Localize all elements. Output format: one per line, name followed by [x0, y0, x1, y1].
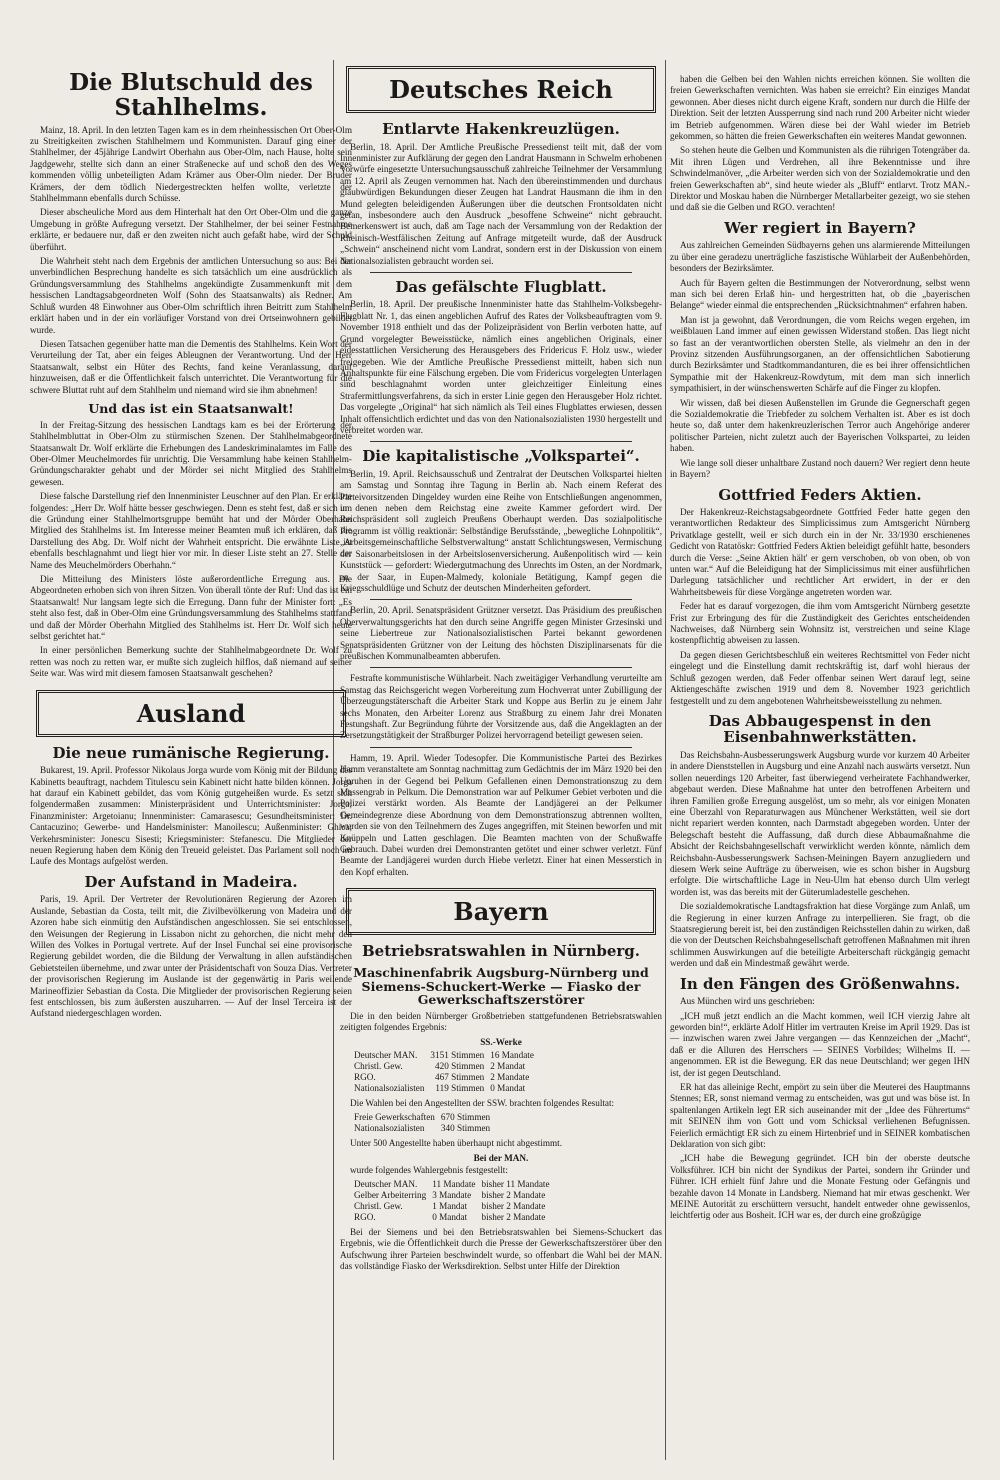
results-table-ssw [354, 1050, 540, 1094]
cell: 420 Stimmen [435, 1060, 485, 1071]
subhead-staatsanwalt: Und das ist ein Staatsanwalt! [88, 400, 294, 416]
cell: 340 Stimmen [440, 1123, 491, 1134]
paragraph: Die Wahlen bei den Angestellten der SSW. brachten folgendes Resultat: [350, 1097, 615, 1108]
cell: Freie Gewerkschaften [354, 1112, 435, 1123]
cell: 2 Mandat [490, 1060, 526, 1071]
paragraph: Wie lange soll dieser unhaltbare Zustand noch dauern? Wer regiert denn heute in Bayern? [670, 457, 970, 480]
table-row [354, 1201, 556, 1212]
divider [370, 747, 632, 748]
cell: RGO. [354, 1212, 376, 1223]
headline-madeira: Der Aufstand in Madeira. [84, 872, 298, 891]
headline-stahlhelm: Die Blutschuld des Stahlhelms. [69, 69, 313, 122]
table-caption: Bei der MAN. [473, 1152, 529, 1163]
table-row [354, 1190, 556, 1201]
paragraph: Festrafte kommunistische Wühlarbeit. Nach zweitägiger Verhandlung verurteilte am Samstag das Reichsgericht wegen Vorbereitung zum Hochverrat unter Zubilligung der Überzeugungstäterschaft die Arbeiter Stark und Koppe aus Berlin zu je einem Jahr sechs Monaten, den Arbeiter Lorenz aus Straßburg zu einem Jahr drei Monaten Festungshaft. Zur Begründung führte der Vorsitzende aus, daß die Angeklagten an der Zersetzungstätigkeit der Straßburger Polizei hervorragend beteiligt gewesen seien. [340, 673, 662, 741]
column-1 [30, 18, 352, 1472]
cell: 1 Mandat [432, 1201, 468, 1212]
paragraph: Aus zahlreichen Gemeinden Südbayerns gehen uns alarmierende Mitteilungen zu über eine geradezu unerträgliche faszistische Wühlarbeit der Außenbehörden, besonders der Bezirksämter. [670, 240, 970, 274]
paragraph: Die Wahrheit steht nach dem Ergebnis der amtlichen Untersuchung so aus: Bei der unverbindlichen Besprechung handelte es sich tatsächlich um eine ausdrücklich als Gründungsversammlung des Stahlhelms angekündigte Zusammenkunft mit dem hessischen Landtagsabgeordneten Wolf (Sohn des Staatsanwalts) als Redner. Am Schluß wurden 48 Einwohner aus Ober-Olm schriftlich ihren Beitritt zum Stahlhelm erklärt haben und in der ein vorläufiger Vorstand von drei Ortseinwohnern gebildet wurde. [30, 256, 352, 335]
table-row [354, 1061, 540, 1072]
headline-hakenkreuzluegen: Entlarvte Hakenkreuzlügen. [382, 120, 620, 138]
cell: Deutscher MAN. [354, 1179, 418, 1190]
subhead-man-siemens: Maschinenfabrik Augsburg-Nürnberg und Siemens-Schuckert-Werke — Fiasko der Gewerkschaftszerstörer [353, 964, 649, 1008]
paragraph: Berlin, 18. April. Der Amtliche Preußische Pressedienst teilt mit, daß der vom Innenminister zur Aufklärung der gegen den Landrat Hausmann in Schwelm erhobenen Vorwürfe eingesetzte Untersuchungsausschuß zahlreiche Teilnehmer der Versammlung am 12. April als Zeugen vernommen hat. Nach den übereinstimmenden und durchaus glaubwürdigen Bekundungen dieser Zeugen hat Landrat Hausmann die ihm in den Mund gelegten beleidigenden Äußerungen über die deutschen Frontsoldaten nicht getan, insbesondere auch den Ausdruck „besoffene Schweine“ nicht gebraucht. Bemerkenswert ist auch, daß am Tage nach der Versammlung von der Redaktion der Rheinisch-Westfälischen Zeitung auf Anfrage mitgeteilt wurde, daß der Ausdruck „Schwein“ anscheinend nicht vom Landrat, sondern erst in der Diskussion von einem Nationalsozialisten gebraucht worden sei. [340, 141, 662, 266]
paragraph: Die in den beiden Nürnberger Großbetrieben stattgefundenen Betriebsratswahlen zeitigten folgendes Ergebnis: [340, 1011, 662, 1033]
cell: 11 Mandate [432, 1179, 476, 1190]
paragraph: Berlin, 20. April. Senatspräsident Grützner versetzt. Das Präsidium des preußischen Oberverwaltungsgerichts hat den durch seine Angriffe gegen Minister Grzesinski und seine Liebertreue zur Nationalsozialistischen Partei bekannt gewordenen Senatspräsidenten Grützner von der Leitung des höchsten Disziplinarsenats für die preußischen Kommunalbeamten abberufen. [340, 605, 662, 661]
cell: bisher 2 Mandate [481, 1201, 546, 1212]
paragraph: Unter 500 Angestellte haben überhaupt nicht abgestimmt. [350, 1138, 563, 1149]
paragraph: Dieser abscheuliche Mord aus dem Hinterhalt hat den Ort Ober-Olm und die ganze Umgebung in größte Aufregung versetzt. Der Stahlhelmer, der bei seiner Festnahme erklärte, er bedauere nur, daß er den zweiten nicht auch gefaßt habe, wird der Schuld überführt. [30, 207, 352, 252]
paragraph: Hamm, 19. April. Wieder Todesopfer. Die Kommunistische Partei des Bezirkes Hamm veranstaltete am Sonntag nachmittag zum Gedächtnis der im März 1920 bei den Unruhen in der Gegend bei Pelkum Gefallenen einen Demonstrationszug zu dem Massengrab in Pelkum. Die Demonstration war auf Pelkumer Gebiet verboten und die Polizei verstärkt worden. Als Beamte der Landjägerei an der Pelkumer Gemeindegrenze diese Abordnung von dem Demonstrationszug abtrennen wollten, wurden sie von den Teilnehmern des Zuges angegriffen, mit Steinen beworfen und mit Knüppeln und Latten geschlagen. Die Beamten machten von der Schußwaffe Gebrauch. Dabei wurden drei Demonstranten getötet und einer schwer verletzt. Fünf Beamte der Landjägerei wurden durch Hiebe verletzt. Einer hat einen Messerstich in den Kopf erhalten. [340, 752, 662, 877]
table-row [354, 1123, 496, 1134]
table-caption: SS.-Werke [480, 1036, 522, 1047]
column-3 [670, 18, 970, 1472]
cell: 0 Mandat [490, 1082, 526, 1093]
section-heading-ausland: Ausland [36, 690, 346, 737]
paragraph: Berlin, 18. April. Der preußische Innenminister hatte das Stahlhelm-Volksbegehr-Flugblatt Nr. 1, das einen angeblichen Aufruf des Rates der Volksbeauftragten vom 9. November 1918 enthielt und das der Polizeipräsident von Berlin verboten hatte, auf Grund vorgelegter Beweisstücke, nämlich eines angeblichen Originals, einer eidesstattlichen Versicherung des Herausgebers des Fridericus F. Holz usw., wieder freigegeben. Wie der Amtliche Preußische Pressedienst mitteilt, haben sich nun Anhaltspunkte für eine Fälschung ergeben. Die vom Fridericus vorgelegten Unterlagen sind beschlagnahmt worden unter gleichzeitiger Einleitung eines Strafermittlungsverfahrens, da sich in erster Linie gegen den Herausgeber Holz richtet. Das vorgelegte „Original“ hat sich nämlich als Teil eines Flugblattes erwiesen, dessen Inhalt offensichtlich erdichtet und das von den Nationalsozialisten 1930 hergestellt und verbreitet worden war. [340, 299, 662, 435]
column-rule [665, 60, 666, 1460]
results-table-man [354, 1179, 556, 1223]
cell: 16 Mandate [490, 1049, 534, 1060]
headline-abbaugespenst: Das Abbaugespenst in den Eisenbahnwerkstätten. [708, 711, 932, 747]
section-heading-bayern: Bayern [346, 888, 656, 935]
headline-betriebsratswahlen: Betriebsratswahlen in Nürnberg. [361, 942, 641, 961]
paragraph: Feder hat es darauf vorgezogen, die ihm vom Amtsgericht Nürnberg gesetzte Frist zur Erbringung des für die Zuständigkeit des Gerichtes entscheidenden Nachweises, daß Nürnberg sein Wohnsitz ist, verstreichen und seine Klage kostenpflichtig abweisen zu lassen. [670, 601, 970, 646]
headline-feder-aktien: Gottfried Feders Aktien. [718, 485, 922, 504]
paragraph: In einer persönlichen Bemerkung suchte der Stahlhelmabgeordnete Dr. Wolf zu retten was noch zu retten war, er mußte sich zugleich hilflos, daß niemand auf seiner Seite war. Was wird mit diesem famosen Staatsanwalt geschehen? [30, 645, 352, 679]
cell: 3151 Stimmen [430, 1049, 485, 1060]
paragraph: Bei der Siemens und bei den Betriebsratswahlen bei Siemens-Schuckert das Ergebnis, wie die Öffentlichkeit durch die Presse der Gewerkschaftszerstörer über den Aufschwung ihrer Parteien beschwindelt wurde, so offenbart die Wahl bei der MAN. das vollständige Fiasko der Werksdirektion. Selbst unter Hilfe der Direktion [340, 1227, 662, 1272]
paragraph: In der Freitag-Sitzung des hessischen Landtags kam es bei der Erörterung der Stahlhelmbluttat in Ober-Olm zu stürmischen Szenen. Der Stahlhelmabgeordnete Staatsanwalt Dr. Wolf erklärte die Erhebungen des Landeskriminalamtes im Falle des Ober-Olmer Meuchelmordes für unrichtig. Die Versammlung habe keinen Stahlhelm-Gründungscharakter gehabt und der Mörder sei nicht Mitglied des Stahlhelms gewesen. [30, 419, 352, 487]
article-body [30, 125, 352, 396]
cell: 467 Stimmen [435, 1071, 485, 1082]
paragraph: ER hat das alleinige Recht, empört zu sein über die Meuterei des Hauptmanns Stennes; ER, sonst niemand vermag zu entscheiden, was gut und was böse ist. In spaltenlangen Artikeln legt ER sich auseinander mit der „Idee des Führertums“ mit SEINEN ihm von Gott und vom Schicksal verliehenen Befugnissen. Feierlich ermächtigt ER sich zu einem Hirtenbrief und in SEINER kombatischen Deklaration von sich gibt: [670, 1081, 970, 1149]
paragraph: So stehen heute die Gelben und Kommunisten als die rührigen Totengräber da. Mit ihren Lügen und Verdrehen, all ihre Bekenntnisse und ihre Schwindelmanöver, „die Arbeiter werden sich von der Sozialdemokratie und den freien Gewerkschaften ab“, sind heute wieder als „Bluff“ entlarvt. Trotz MAN.-Direktor und Moskau haben die Nürnberger Metallarbeiter gezeigt, wo sie stehen und daß sie die Gelben und RGO. verachten! [670, 145, 970, 213]
header-spacer [670, 18, 970, 74]
paragraph: „ICH habe die Bewegung gegründet. ICH bin der oberste deutsche Volksführer. ICH bin nicht der Syndikus der Partei, sondern ihr Gründer und Führer. ICH erhielt fünf Jahre und die Monate Festung oder Gefängnis und bezahle davon 14 Monate in Landsberg. Niemand hat mir etwas geschenkt. Wer MEINE Autorität zu erschüttern versucht, handelt entweder ohne gewissenlos, leichtfertig oder aus Bosheit. ICH war es, der durch eine großzügige [670, 1153, 970, 1221]
cell: 119 Stimmen [435, 1082, 485, 1093]
paragraph: Diesen Tatsachen gegenüber hatte man die Dementis des Stahlhelms. Kein Wort der Verurteilung der Tat, aber ein feiges Ableugnen der Verantwortung. Und der Herr Staatsanwalt, selbst ein Hüter des Rechts, fand keine Veranlassung, darauf hinzuweisen, daß er die Öffentlichkeit falsch unterrichtet. Die Verantwortung für die schwere Bluttat ruht auf dem Stahlhelm und niemand wird sie ihm abnehmen! [30, 338, 352, 395]
results-table-angestellte [354, 1112, 496, 1134]
column-2 [340, 18, 662, 1472]
cell: 2 Mandate [490, 1071, 530, 1082]
headline-flugblatt: Das gefälschte Flugblatt. [395, 277, 607, 296]
paragraph: Bukarest, 19. April. Professor Nikolaus Jorga wurde vom König mit der Bildung des Kabinetts beauftragt, nachdem Titulescu sein Kabinett nicht hatte bilden können. Jorga hat darauf ein Kabinett gebildet, das vom König gutgeheißen wurde. Es setzt sich folgendermaßen zusammen: Ministerpräsident und Unterrichtsminister: Jorga; Finanzminister: Argetoianu; Innenminister: Camarasescu; Gesundheitsminister: Dr. Cantacuzino; Gewerbe- und Handelsminister: Manoilescu; Außenminister: Ghica; Verkehrsminister: Jonescu Sisesti; Kriegsminister: Stefanescu. Die Mitglieder der neuen Regierung haben dem König den Treueid geleistet. Das Parlament soll noch im Laufe des Montags aufgelöst werden. [30, 765, 352, 867]
cell: Gelber Arbeiterring [354, 1190, 427, 1201]
divider [370, 599, 632, 600]
paragraph: „ICH muß jetzt endlich an die Macht kommen, weil ICH vierzig Jahre alt geworden bin!“, erklärte Adolf Hitler im vertrauten Kreise im April 1929. Das ist — inzwischen waren zwei Jahre vergangen — das Kennzeichen der „Macht“, daß er die Alluren des Herrschers — SEINES Vorbildes; Wilhelms II. — angenommen. ER ist die Bewegung. ER das neue Deutschland; wer gegen IHN ist, der ist gegen Deutschland. [670, 1010, 970, 1078]
cell: 670 Stimmen [440, 1112, 491, 1123]
table-row [354, 1050, 540, 1061]
paragraph: Paris, 19. April. Der Vertreter der Revolutionären Regierung der Azoren im Auslande, Sebastian da Costa, teilt mit, die Zivilbevölkerung von Madeira und der Azoren habe sich einmütig den Aufständischen angeschlossen. Sie sei entschlossen, den Weisungen der Regierung in Lissabon nicht zu gehorchen, die nicht mehr den Willen des Volkes in Portugal vertrete. Auf der Insel Funchal sei eine provisorische Regierung gebildet worden, die die Bildung der Verwaltung in allen aufständischen Gebietsteilen übernehme, und zwar unter der Präsidentschaft von Souza Dias. Vertreter der provisorischen Regierung im Auslande ist der gegenwärtig in Paris weilende Marineoffizier Sebastian da Costa. Die Mitglieder der provisorischen Regierung seien fest entschlossen, bis zum äußersten auszuharren. — Auf der Insel Terceira ist der Aufstand niedergeschlagen worden. [30, 894, 352, 1019]
paragraph: haben die Gelben bei den Wahlen nichts erreichen können. Sie wollten die freien Gewerkschaften vernichten. Was haben sie erreicht? Ein einziges Mandat gewonnen. Aber dieses nicht durch eigene Kraft, sondern nur durch die Hilfe der Direktion. Seit der letzten Aussperrung sind nach rund 200 Arbeiter nicht wieder im Betrieb aufgenommen. Wären diese bei der Wahl wieder im Betrieb gekommen, so hätten die freien Gewerkschaften ein weiteres Mandat gewonnen. [670, 74, 970, 142]
table-row [354, 1112, 496, 1123]
cell: 0 Mandat [432, 1212, 468, 1223]
headline-wer-regiert: Wer regiert in Bayern? [724, 218, 916, 237]
cell: 3 Mandate [432, 1190, 472, 1201]
cell: RGO. [354, 1071, 376, 1082]
paragraph: Auch für Bayern gelten die Bestimmungen der Notverordnung, selbst wenn man sich bei deren Erlaß hin- und hergestritten hat, ob die „bayerischen Belange“ wieder einmal die entsprechenden „Rücksichtnahmen“ erfahren haben. [670, 277, 970, 311]
divider [370, 667, 632, 668]
cell: Deutscher MAN. [354, 1049, 418, 1060]
divider [370, 272, 632, 273]
cell: bisher 2 Mandate [481, 1190, 546, 1201]
table-row [354, 1179, 556, 1190]
paragraph: Aus München wird uns geschrieben: [680, 996, 815, 1007]
cell: bisher 2 Mandate [481, 1212, 546, 1223]
headline-groessenwahn: In den Fängen des Größenwahns. [679, 974, 961, 993]
cell: Christl. Gew. [354, 1201, 403, 1212]
paragraph: Man ist ja gewohnt, daß Verordnungen, die vom Reichs wegen ergehen, im weißblauen Land immer auf einen gewissen Widerstand stoßen. Das liegt nicht so fast an der verantwortlichen obersten Stelle, als vielmehr an den in der Provinz sitzenden Ausführungsorganen, an der offensichtlichen Sabotierung durch Bezirksämter und Stadtkommandanturen, die es bei ihrer offensichtlichen Sympathie mit der Hakenkreuz-Rowdytum, mit dem man sich innerlich sympathisiert, in der wünschenswerten Schärfe auf die Finger zu klopfen. [670, 314, 970, 394]
section-heading-deutsches-reich: Deutsches Reich [346, 66, 656, 113]
paragraph: Mainz, 18. April. In den letzten Tagen kam es in dem rheinhessischen Ort Ober-Olm zu Streitigkeiten zwischen Stahlhelmern und Kommunisten. Darauf ging einer der Stahlhelmer, der 45jährige Landwirt Oberhahn aus Ober-Olm, nach Hause, holte sein Jagdgewehr, stellte sich dann an einer Straßenecke auf und schoß den des Weges kommenden völlig unbeteiligten Adam Krämer aus Ober-Olm nieder. Der Bruder Krämers, der dem tödlich Niedergestreckten helfen wollte, verletzte der Stahlhelmmann ebenfalls durch Schüsse. [30, 124, 352, 204]
headline-volkspartei: Die kapitalistische „Volkspartei“. [362, 447, 640, 466]
paragraph: Berlin, 19. April. Reichsausschuß und Zentralrat der Deutschen Volkspartei hielten am Samstag und Sonntag ihre Tagung in Berlin ab. Nach einem Referat des Parteivorsitzenden Dingeldey wurden eine Reihe von Entschließungen angenommen, in denen neben dem Reichstag eine zweite Kammer gefordert wird. Der Reichspräsident soll zugleich Preußens Oberhaupt werden. Das sozialpolitische Programm ist völlig reaktionär: Selbständige Berufsstände, „bewegliche Lohnpolitik“, „Arbeitsgemeinschaftliche Selbstverwaltung“ anstatt Schlichtungswesen, Vermischung der Saisonarbeitslosen in der Arbeitslosenversicherung. Außenpolitisch wird — kein Kunststück — gefordert: Wiedergutmachung des Unrechts im Osten, an der Nordmark, an der Saar, in Eupen-Malmedy, koloniale Betätigung, Kampf gegen die Kriegsschuldlüge und Schutz der deutschen Minderheiten gefordert. [340, 468, 662, 593]
paragraph: Wir wissen, daß bei diesen Außenstellen im Grunde die Gegnerschaft gegen die Sozialdemokratie die Triebfeder zu solchem Verhalten ist. Aber es ist doch heute so, daß unter dem hakenkreuzlerischen Terror auch Angehörige anderer politischer Parteien, nicht zuletzt auch der Bayerischen Volkspartei, zu leiden haben. [670, 397, 970, 454]
paragraph: Das Reichsbahn-Ausbesserungswerk Augsburg wurde vor kurzem 40 Arbeiter in andere Dienststellen in Augsburg und eine Anzahl nach auswärts versetzt. Nun sollen neuerdings 120 Arbeiter, fast überwiegend verheiratete Fachhandwerker, abgebaut werden. Diese Maßnahme hat unter den betroffenen Arbeitern und ihren Familien große Erregung ausgelöst, um so mehr, als vor einigen Monaten eine Überzahl von Reparaturwagen aus Münchener Werkstätten, weil sie dort nicht repariert werden konnten, nach Darmstadt abgegeben worden. Unter der Belegschaft besteht die Auffassung, daß durch diese Abbaumaßnahme die Absicht der Reichsbahngesellschaft verwirklicht werden könnte, nämlich dem Reichsbahn-Ausbesserungswerk Sachsen-Meiningen Bayern anzugliedern und diesem Werk seine Aufträge zu überweisen, wie es schon bisher in Augsburg erfolgte. Die wirtschaftliche Lage in Neu-Ulm hat ebenso durch Ulm verlegt worden ist, was das bereits mit der Güterumladestelle geschehen. [670, 749, 970, 897]
cell: Christl. Gew. [354, 1060, 403, 1071]
article-body [30, 420, 352, 680]
paragraph: wurde folgendes Wahlergebnis festgestellt: [350, 1164, 508, 1175]
paragraph: Da gegen diesen Gerichtsbeschluß ein weiteres Rechtsmittel von Feder nicht eingelegt und die Einstellung damit rechtskräftig ist, darf wohl hieraus der Schluß gezogen werden, daß Feder offenbar seinen Wert darauf legt, seine Aktiengeschäfte zwischen 1919 und dem 8. November 1923 gerichtlich festgestellt und zu dem angebotenen Wahrheitsbeweisstellung zu nehmen. [670, 649, 970, 706]
table-row [354, 1083, 540, 1094]
paragraph: Die Mitteilung des Ministers löste außerordentliche Erregung aus. Die Abgeordneten erhoben sich von ihren Sitzen. Von überall tönte der Ruf: Und das ist ein Staatsanwalt! Nur langsam legte sich die Erregung. Dann fuhr der Minister fort: „Es steht also fest, daß in Ober-Olm eine Gründungsversammlung des Stahlhelms stattfand und daß der Mörder Oberhahn Mitglied des Stahlhelms ist. Herr Dr. Wolf sich heute selbst gerichtet hat.“ [30, 573, 352, 641]
paragraph: Die sozialdemokratische Landtagsfraktion hat diese Vorgänge zum Anlaß, um die Regierung in einer kurzen Anfrage zu interpellieren. Sie fragt, ob die Staatsregierung bereit ist, bei den zuständigen Reichsstellen dahin zu wirken, daß die von der Deutschen Reichsbahngesellschaft getroffenen Maßnahmen mit ihren schlimmen Auswirkungen auf die beteiligte Arbeiterschaft rückgängig gemacht werden und daß ein Mindestmaß gewährt werde. [670, 901, 970, 969]
cell: bisher 11 Mandate [481, 1179, 550, 1190]
cell: Nationalsozialisten [354, 1082, 425, 1093]
cell: Nationalsozialisten [354, 1123, 425, 1134]
headline-rumaenien: Die neue rumänische Regierung. [52, 743, 330, 762]
table-row [354, 1072, 540, 1083]
divider [370, 441, 632, 442]
table-row [354, 1212, 556, 1223]
paragraph: Diese falsche Darstellung rief den Innenminister Leuschner auf den Plan. Er erklärte folgendes: „Herr Dr. Wolf hätte besser geschwiegen. Denn es steht fest, daß er sich um die Gründung einer Stahlhelmortsgruppe bemüht hat und der Mörder Oberhahn Mitglied des Stahlhelms ist. Im Interesse meiner Beamten muß ich erklären, daß die Darstellung des Abg. Dr. Wolf nicht der Wahrheit entspricht. Die erwähnte Liste ist ebenfalls beschlagnahmt und liegt hier vor mir. In dieser Liste steht an 27. Stelle der Name des Meuchelmörders Oberhahn.“ [30, 491, 352, 570]
paragraph: Der Hakenkreuz-Reichstagsabgeordnete Gottfried Feder hatte gegen den verantwortlichen Redakteur des Simplicissimus zum Amtsgericht Nürnberg Privatklage gestellt, weil er sich durch ein in der Nr. 33/1930 erschienenes Gedicht von Ratatöskr: Gottfried Feders Aktien beleidigt gefühlt hatte, besonders durch die Verse: „Seine Aktien hält' er gern verschoben, ob von oben, ob von unten war.“ Auf die Beleidigung hat der Simplicissimus mit einer ausführlichen Darlegung tatsächlicher und rechtlicher Art erwidert, in der er den Wahrheitsbeweis für diese Vorgänge angetreten worden war. [670, 507, 970, 597]
